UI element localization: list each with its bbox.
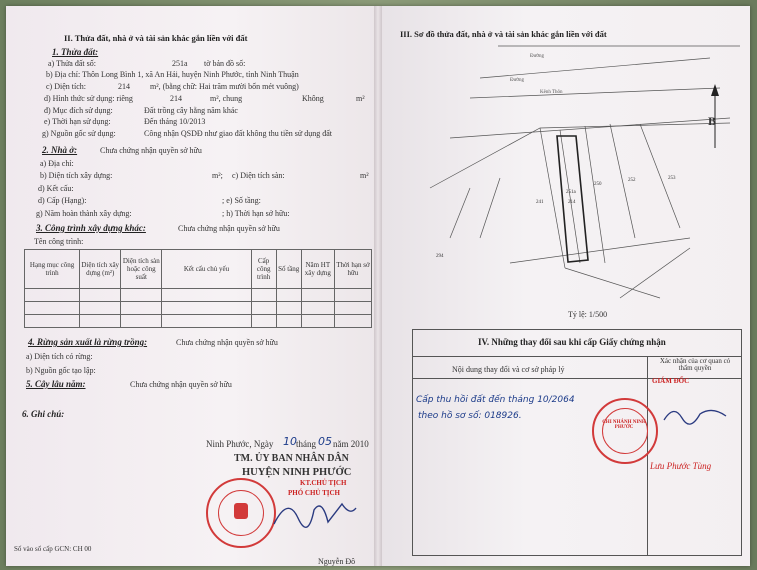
- land-e-value: Đất trồng cây hằng năm khác: [144, 106, 238, 115]
- official-seal-left: [206, 478, 276, 548]
- map-neighbor3: 253: [668, 176, 676, 181]
- trees-status: Chưa chứng nhận quyền sở hữu: [130, 380, 232, 389]
- changes-col1-header: Nội dung thay đổi và cơ sở pháp lý: [452, 365, 565, 374]
- forest-a: a) Diện tích có rừng:: [26, 352, 93, 361]
- map-scale: Tỷ lệ: 1/500: [568, 310, 608, 319]
- sign-org1: TM. ỦY BAN NHÂN DÂN: [234, 453, 349, 464]
- table-header-row: [25, 250, 372, 289]
- map-road3-label: Đường: [510, 78, 524, 83]
- land-map-label: tờ bản đồ số:: [204, 59, 246, 68]
- land-d-unit: m², chung: [210, 94, 243, 103]
- changes-stamp-title: GIÁM ĐỐC: [652, 377, 690, 385]
- other-works-name-label: Tên công trình:: [34, 237, 84, 246]
- land-c-unit: m², (bằng chữ: Hai trăm mười bốn mét vuông): [150, 82, 299, 91]
- land-e-label: đ) Mục đích sử dụng:: [44, 106, 113, 115]
- land-f-value: Đến tháng 10/2013: [144, 117, 206, 126]
- house-f: ; e) Số tầng:: [222, 196, 261, 205]
- house-b-unit: m²;: [212, 171, 223, 180]
- map-road1-label: Đường: [530, 54, 544, 59]
- changes-title: IV. Những thay đổi sau khi cấp Giấy chứng nhận: [478, 337, 666, 347]
- sign-year: năm 2010: [333, 439, 369, 449]
- map-neighbor5: 241: [536, 200, 544, 205]
- notes-heading: 6. Ghi chú:: [22, 409, 65, 419]
- map-road2-label: Kênh Thôn: [540, 90, 563, 95]
- trees-heading: 5. Cây lâu năm:: [26, 379, 86, 389]
- land-a-value: 251a: [172, 59, 188, 68]
- land-b: b) Địa chỉ: Thôn Long Bình 1, xã An Hải, huyện Ninh Phước, tỉnh Ninh Thuận: [46, 70, 299, 79]
- sign-org2: HUYỆN NINH PHƯỚC: [242, 467, 352, 478]
- col-header: Kết cấu chủ yếu: [162, 250, 251, 289]
- section-title-iii: III. Sơ đồ thửa đất, nhà ở và tài sản khác gắn liền với đất: [400, 29, 607, 39]
- forest-heading: 4. Rừng sản xuất là rừng trồng:: [28, 337, 148, 347]
- forest-status: Chưa chứng nhận quyền sở hữu: [176, 338, 278, 347]
- footer-register-label: Số vào sổ cấp GCN: CH 00: [14, 545, 92, 553]
- land-heading: 1. Thửa đất:: [52, 47, 99, 57]
- house-heading: 2. Nhà ở:: [42, 145, 78, 155]
- land-a-label: a) Thửa đất số:: [48, 59, 96, 68]
- land-plot-map: [410, 38, 740, 328]
- other-works-status: Chưa chứng nhận quyền sở hữu: [178, 224, 280, 233]
- land-d-value: 214: [170, 94, 182, 103]
- section-title-ii: II. Thửa đất, nhà ở và tài sản khác gắn liền với đất: [64, 33, 248, 43]
- official-seal-right: [592, 398, 658, 464]
- house-h: ; h) Thời hạn sở hữu:: [222, 209, 290, 218]
- table-row: [25, 315, 372, 328]
- page-spine: [374, 6, 382, 566]
- map-neighbor4: 294: [436, 254, 444, 259]
- house-c-unit: m²: [360, 171, 369, 180]
- sign-date-prefix: Ninh Phước, Ngày: [206, 439, 274, 449]
- land-d-m2: m²: [356, 94, 365, 103]
- changes-signer: Lưu Phước Tùng: [650, 461, 712, 471]
- col-header: Số tầng: [276, 250, 301, 289]
- house-status: Chưa chứng nhận quyền sở hữu: [100, 146, 202, 155]
- map-neighbor2: 252: [628, 178, 636, 183]
- map-neighbor1: 250: [594, 182, 602, 187]
- sign-signer: Nguyễn Đô: [318, 557, 356, 566]
- sign-title1: KT.CHỦ TỊCH: [300, 479, 347, 487]
- land-c-value: 214: [118, 82, 130, 91]
- col-header: Năm HT xây dựng: [301, 250, 334, 289]
- sign-day: 10: [283, 435, 297, 448]
- map-parcel-label: 251a: [566, 190, 576, 195]
- changes-stamp-text: CHI NHÁNH NINH PHƯỚC: [602, 420, 646, 430]
- changes-col2-header: Xác nhận của cơ quan có thẩm quyền: [659, 357, 731, 372]
- changes-entry-line1: Cấp thu hồi đất đến tháng 10/2064: [416, 395, 575, 405]
- land-g-value: Công nhận QSDĐ như giao đất không thu tiền sử dụng đất: [144, 129, 332, 138]
- map-north-label: B: [708, 114, 717, 128]
- house-d: d) Kết cấu:: [38, 184, 74, 193]
- land-c-label: c) Diện tích:: [46, 82, 86, 91]
- sign-month-label: tháng: [296, 439, 316, 449]
- col-header: Diện tích xây dựng (m²): [80, 250, 121, 289]
- forest-b: b) Nguồn gốc tạo lập:: [26, 366, 96, 375]
- col-header: Thời hạn sở hữu: [334, 250, 371, 289]
- sign-month: 05: [318, 435, 332, 448]
- col-header: Hạng mục công trình: [25, 250, 80, 289]
- table-row: [25, 302, 372, 315]
- signature-left: [270, 488, 360, 538]
- signature-right: [660, 400, 730, 430]
- house-b: b) Diện tích xây dựng:: [40, 171, 113, 180]
- land-f-label: e) Thời hạn sử dụng:: [44, 117, 111, 126]
- house-c: c) Diện tích sàn:: [232, 171, 285, 180]
- changes-entry-line2: theo hồ sơ số: 018926.: [418, 411, 522, 421]
- col-header: Diện tích sàn hoặc công suất: [121, 250, 162, 289]
- house-g: g) Năm hoàn thành xây dựng:: [36, 209, 132, 218]
- other-works-heading: 3. Công trình xây dựng khác:: [36, 223, 146, 233]
- house-a: a) Địa chỉ:: [40, 159, 74, 168]
- land-g-label: g) Nguồn gốc sử dụng:: [42, 129, 116, 138]
- land-d-common: Không: [302, 94, 324, 103]
- table-row: [25, 289, 372, 302]
- house-e: d) Cấp (Hạng):: [38, 196, 87, 205]
- land-d-label: d) Hình thức sử dụng: riêng: [44, 94, 133, 103]
- other-works-table: [24, 249, 372, 328]
- col-header: Cấp công trình: [251, 250, 276, 289]
- sign-title2: PHÓ CHỦ TỊCH: [288, 489, 340, 497]
- parcel-boundary: [557, 136, 588, 262]
- map-parcel-area: 214: [568, 200, 576, 205]
